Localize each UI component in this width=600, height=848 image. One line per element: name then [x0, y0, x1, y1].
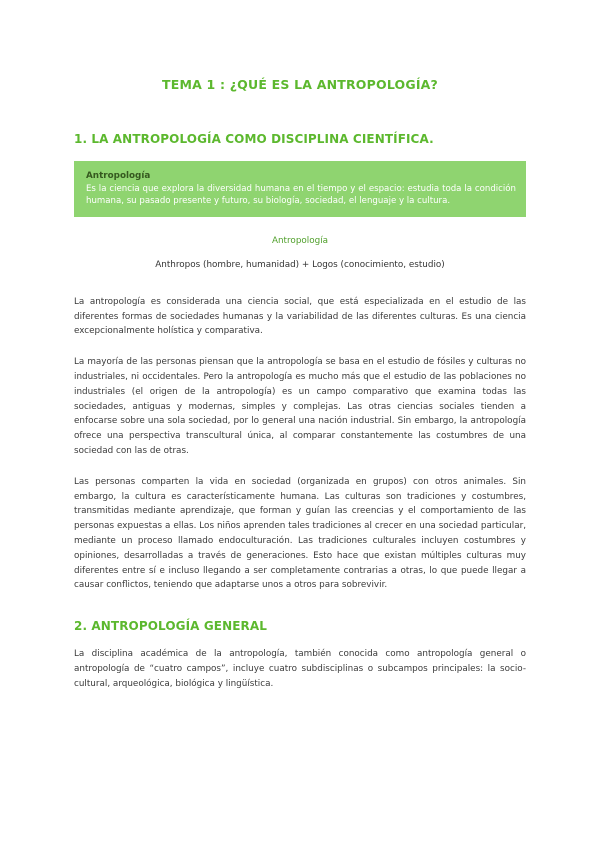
etymology-line: Anthropos (hombre, humanidad) + Logos (conocimiento, estudio) — [155, 259, 445, 270]
paragraph-4: La disciplina académica de la antropología, también conocida como antropología general o antropología de “cuatro campos”, incluye cuatro subdisciplinas o subcampos principales: la socio-cultural, arqueológica, biológica y lingüística. — [74, 649, 526, 689]
section-2-heading: 2. ANTROPOLOGÍA GENERAL — [74, 619, 267, 634]
paragraph-2: La mayoría de las personas piensan que la antropología se basa en el estudio de fósiles y culturas no industriales, ni occidentales. Pero la antropología es mucho más que el estudio de las poblaciones no industriales (el origen de la antropología) es un campo comparativo que examina todas las sociedades, antiguas y modernas, simples y complejas. Las otras ciencias sociales tienden a enfocarse sobre una sola sociedad, por lo general una nación industrial. Sin embargo, la antropología ofrece una perspectiva transcultural única, al comparar constantemente las costumbres de una sociedad con las de otras. — [74, 357, 526, 456]
paragraph-1: La antropología es considerada una ciencia social, que está especializada en el estudio de las diferentes formas de sociedades humanas y la variabilidad de las diferentes culturas. Es una ciencia excepcionalmente holística y comparativa. — [74, 296, 526, 337]
paragraph-3: Las personas comparten la vida en sociedad (organizada en grupos) con otros animales. Sin embargo, la cultura es característicamente humana. Las culturas son tradiciones y costumbres, transmitidas mediante aprendizaje, que forman y guían las creencias y el comportamiento de las personas expuestas a ellas. Los niños aprenden tales tradiciones al crecer en una sociedad particular, mediante un proceso llamado endoculturación. Las tradiciones culturales incluyen costumbres y opiniones, desarrolladas a través de generaciones. Esto hace que existan múltiples culturas muy diferentes entre sí e incluso llegando a ser completamente contrarias a otras, lo que puede llegar a causar conflictos, teniendo que adaptarse unos a otros para sobrevivir. — [74, 476, 526, 591]
definition-term: Antropología — [86, 171, 151, 181]
definition-text: Es la ciencia que explora la diversidad humana en el tiempo y el espacio: estudia toda la condición humana, su pasado presente y futuro, su biología, sociedad, el lenguaje y la cultura. — [86, 183, 516, 207]
center-term: Antropología — [271, 235, 329, 246]
section-1-heading: 1. LA ANTROPOLOGÍA COMO DISCIPLINA CIENTÍFICA. — [74, 132, 434, 146]
definition-box — [74, 161, 526, 217]
document-title: TEMA 1 : ¿QUÉ ES LA ANTROPOLOGÍA? — [161, 77, 438, 92]
